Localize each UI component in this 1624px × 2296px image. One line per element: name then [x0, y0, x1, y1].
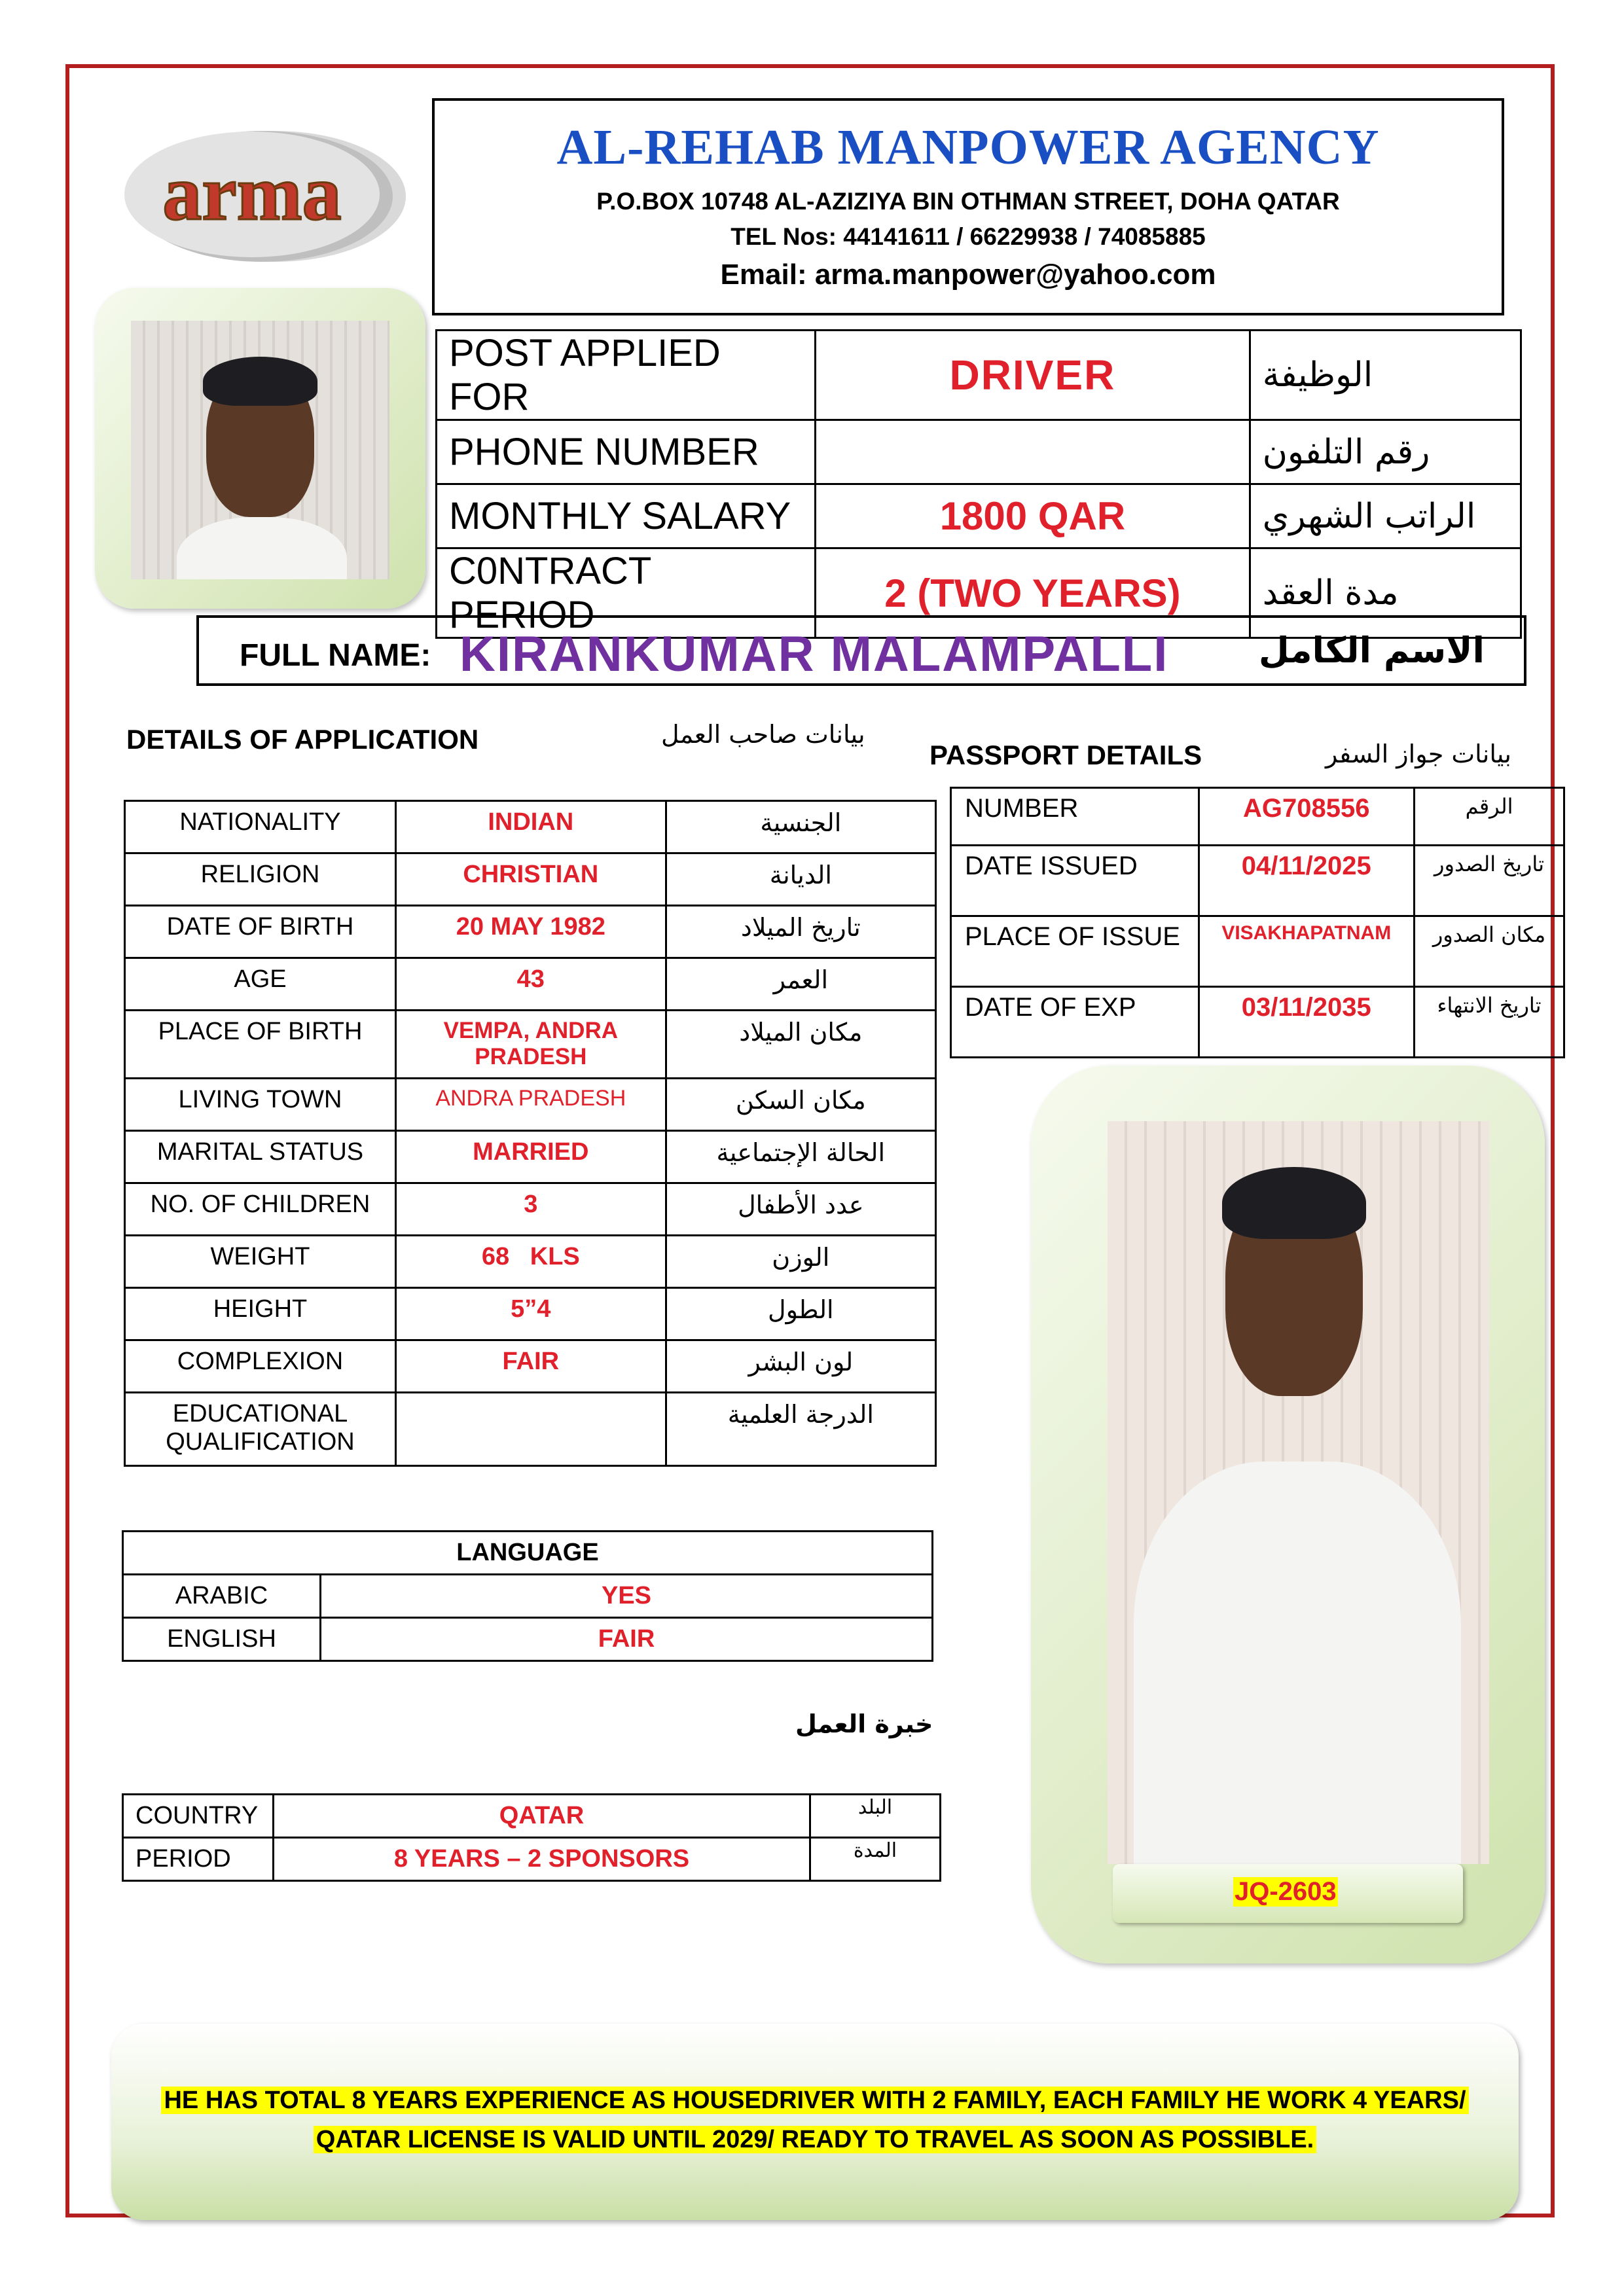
- cell-arabic: مكان الصدور: [1415, 916, 1564, 987]
- salary-row: [437, 484, 1521, 548]
- summary-line-2: QATAR LICENSE IS VALID UNTIL 2029/ READY TO TRAVEL AS SOON AS POSSIBLE.: [314, 2126, 1316, 2153]
- cell-arabic: الرقم: [1415, 788, 1564, 846]
- language-title: LANGUAGE: [123, 1532, 933, 1575]
- table-row: [125, 1183, 936, 1236]
- cell-label: NUMBER: [951, 788, 1199, 846]
- full-name-box: [196, 615, 1526, 686]
- table-row: [123, 1795, 941, 1838]
- table-row: [951, 846, 1564, 916]
- cell-arabic: مكان السكن: [666, 1079, 935, 1131]
- cell-arabic: العمر: [666, 958, 935, 1011]
- cell-label: HEIGHT: [125, 1288, 396, 1340]
- cell-value: AG708556: [1199, 788, 1414, 846]
- table-row: [125, 1340, 936, 1393]
- table-row: [123, 1618, 933, 1661]
- salary-label: MONTHLY SALARY: [437, 484, 816, 548]
- cell-value: INDIAN: [395, 801, 666, 853]
- contract-label: C0NTRACT PERIOD: [437, 548, 816, 638]
- cell-arabic: البلد: [810, 1795, 941, 1838]
- work-experience-title: خبرة العمل: [795, 1710, 933, 1738]
- cell-label: DATE OF EXP: [951, 987, 1199, 1058]
- phone-label: PHONE NUMBER: [437, 420, 816, 484]
- work-table: [122, 1793, 941, 1882]
- summary-line-1: HE HAS TOTAL 8 YEARS EXPERIENCE AS HOUSEDRIVER WITH 2 FAMILY, EACH FAMILY HE WORK 4 YEARS/: [161, 2087, 1468, 2114]
- small-photo: [131, 321, 389, 579]
- table-row: [125, 1131, 936, 1183]
- cell-label: NATIONALITY: [125, 801, 396, 853]
- agency-phone: TEL Nos: 44141611 / 66229938 / 74085885: [731, 223, 1206, 250]
- large-photo-frame: [1031, 1066, 1545, 1964]
- cell-label: ARABIC: [123, 1575, 321, 1618]
- cell-value: YES: [321, 1575, 933, 1618]
- full-name-label: FULL NAME:: [240, 638, 431, 673]
- cell-arabic: تاريخ الصدور: [1415, 846, 1564, 916]
- cell-value: 68 KLS: [395, 1236, 666, 1288]
- cell-label: DATE OF BIRTH: [125, 906, 396, 958]
- passport-title-arabic: بيانات جواز السفر: [1326, 740, 1511, 768]
- details-table: [124, 800, 937, 1467]
- contract-arabic: مدة العقد: [1250, 548, 1521, 638]
- table-row: [951, 788, 1564, 846]
- table-row: [951, 916, 1564, 987]
- post-value: DRIVER: [816, 331, 1250, 420]
- cell-value: FAIR: [395, 1340, 666, 1393]
- post-table: [435, 329, 1522, 639]
- passport-title: PASSPORT DETAILS: [929, 740, 1202, 770]
- passport-table: [950, 787, 1565, 1058]
- cell-value: FAIR: [321, 1618, 933, 1661]
- salary-arabic: الراتب الشهري: [1250, 484, 1521, 548]
- phone-arabic: رقم التلفون: [1250, 420, 1521, 484]
- cell-label: NO. OF CHILDREN: [125, 1183, 396, 1236]
- cell-value: 8 YEARS – 2 SPONSORS: [274, 1838, 810, 1881]
- cell-label: EDUCATIONAL QUALIFICATION: [125, 1393, 396, 1466]
- salary-value: 1800 QAR: [816, 484, 1250, 548]
- cell-value: MARRIED: [395, 1131, 666, 1183]
- agency-logo: [118, 115, 419, 278]
- cell-value: 43: [395, 958, 666, 1011]
- cell-arabic: تاريخ الانتهاء: [1415, 987, 1564, 1058]
- cell-value: 20 MAY 1982: [395, 906, 666, 958]
- cell-label: MARITAL STATUS: [125, 1131, 396, 1183]
- table-row: [951, 987, 1564, 1058]
- cell-arabic: الجنسية: [666, 801, 935, 853]
- table-row: [125, 1236, 936, 1288]
- cell-arabic: تاريخ الميلاد: [666, 906, 935, 958]
- cell-arabic: لون البشر: [666, 1340, 935, 1393]
- post-arabic: الوظيفة: [1250, 331, 1521, 420]
- reference-code: JQ-2603: [1235, 1877, 1337, 1906]
- table-row: [125, 853, 936, 906]
- phone-row: [437, 420, 1521, 484]
- cell-arabic: الحالة الإجتماعية: [666, 1131, 935, 1183]
- large-photo: [1108, 1121, 1489, 1864]
- table-row: [125, 1393, 936, 1466]
- cell-value: 3: [395, 1183, 666, 1236]
- cell-value: ANDRA PRADESH: [395, 1079, 666, 1131]
- details-title: DETAILS OF APPLICATION: [126, 724, 479, 755]
- contract-value: 2 (TWO YEARS): [816, 548, 1250, 638]
- table-row: [125, 801, 936, 853]
- cell-label: RELIGION: [125, 853, 396, 906]
- full-name-value: KIRANKUMAR MALAMPALLI: [460, 626, 1169, 682]
- language-table: [122, 1530, 933, 1662]
- cell-arabic: مكان الميلاد: [666, 1011, 935, 1079]
- cell-value: VISAKHAPATNAM: [1199, 916, 1414, 987]
- phone-value: [816, 420, 1250, 484]
- cell-arabic: الطول: [666, 1288, 935, 1340]
- cell-value: 04/11/2025: [1199, 846, 1414, 916]
- post-row: [437, 331, 1521, 420]
- cell-value: QATAR: [274, 1795, 810, 1838]
- cell-label: PLACE OF ISSUE: [951, 916, 1199, 987]
- table-row: [123, 1575, 933, 1618]
- cell-value: CHRISTIAN: [395, 853, 666, 906]
- table-row: [125, 1288, 936, 1340]
- table-row: [125, 1079, 936, 1131]
- agency-email: Email: arma.manpower@yahoo.com: [720, 259, 1216, 291]
- table-row: [125, 1011, 936, 1079]
- agency-address: P.O.BOX 10748 AL-AZIZIYA BIN OTHMAN STREET, DOHA QATAR: [596, 188, 1340, 215]
- cell-label: AGE: [125, 958, 396, 1011]
- cell-value: VEMPA, ANDRA PRADESH: [395, 1011, 666, 1079]
- reference-tag: [1113, 1864, 1463, 1923]
- table-row: [123, 1838, 941, 1881]
- cell-label: PLACE OF BIRTH: [125, 1011, 396, 1079]
- cell-arabic: عدد الأطفال: [666, 1183, 935, 1236]
- cell-label: COMPLEXION: [125, 1340, 396, 1393]
- agency-name: AL-REHAB MANPOWER AGENCY: [556, 120, 1380, 175]
- cell-arabic: الدرجة العلمية: [666, 1393, 935, 1466]
- table-row: [125, 906, 936, 958]
- summary-box: [111, 2024, 1519, 2220]
- cell-value: 5”4: [395, 1288, 666, 1340]
- cell-arabic: المدة: [810, 1838, 941, 1881]
- cell-arabic: الديانة: [666, 853, 935, 906]
- cell-label: LIVING TOWN: [125, 1079, 396, 1131]
- cell-arabic: الوزن: [666, 1236, 935, 1288]
- cell-label: ENGLISH: [123, 1618, 321, 1661]
- cell-value: 03/11/2035: [1199, 987, 1414, 1058]
- table-row: [123, 1532, 933, 1575]
- logo-text: arma: [162, 149, 342, 236]
- details-title-arabic: بيانات صاحب العمل: [661, 720, 865, 749]
- cell-label: COUNTRY: [123, 1795, 274, 1838]
- cell-label: WEIGHT: [125, 1236, 396, 1288]
- cell-label: PERIOD: [123, 1838, 274, 1881]
- small-photo-frame: [95, 288, 425, 609]
- table-row: [125, 958, 936, 1011]
- cell-value: [395, 1393, 666, 1466]
- agency-header: [432, 98, 1504, 315]
- cell-label: DATE ISSUED: [951, 846, 1199, 916]
- post-label: POST APPLIED FOR: [437, 331, 816, 420]
- full-name-arabic: الاسم الكامل: [1258, 630, 1485, 671]
